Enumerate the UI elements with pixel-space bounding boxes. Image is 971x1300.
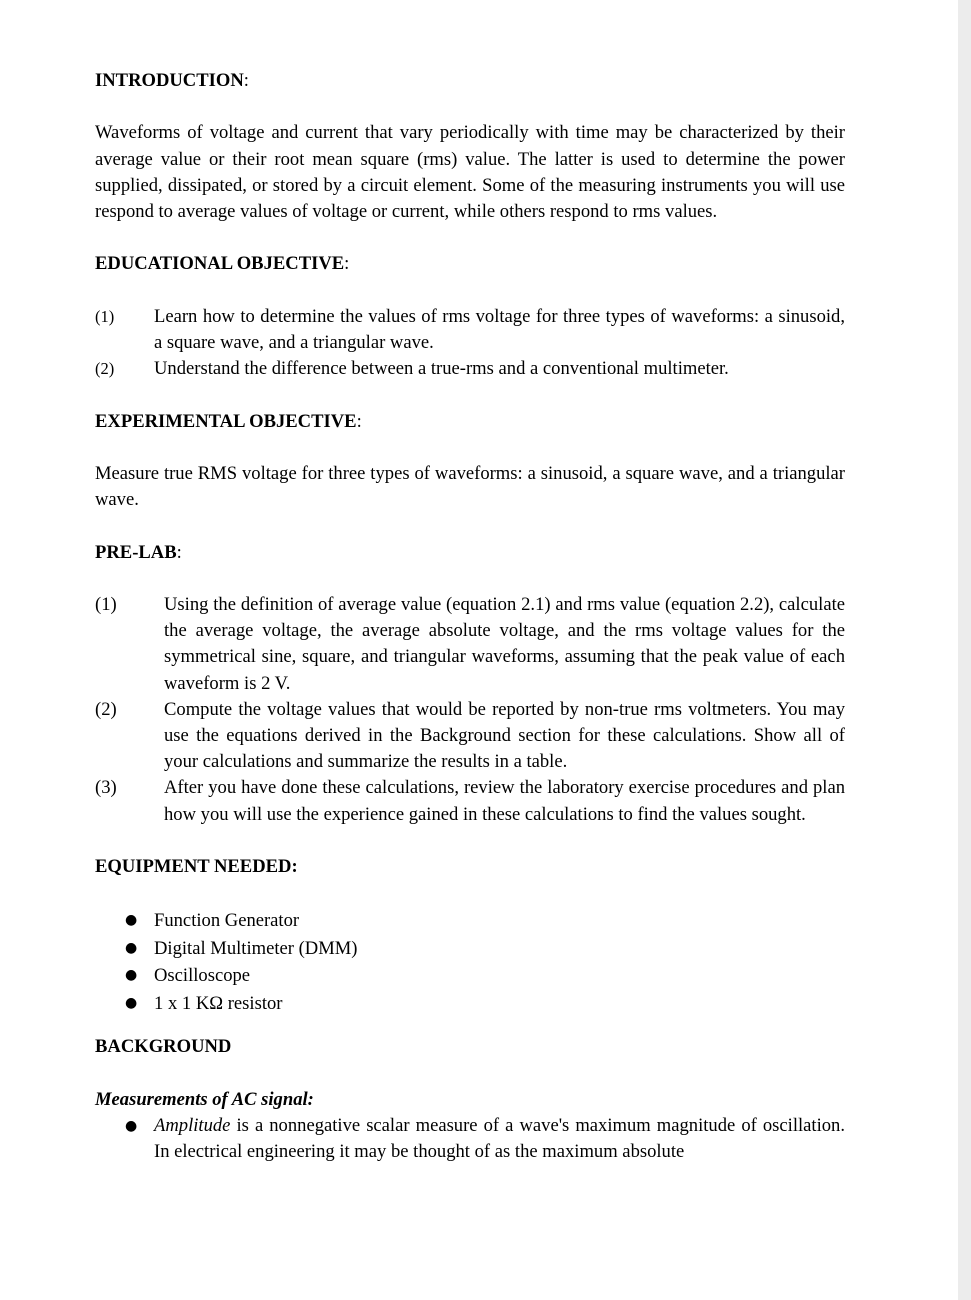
bullet-icon: ● [125,912,138,929]
bullet-icon: ● [125,994,138,1011]
list-item: ● Amplitude is a nonnegative scalar measure of a wave's maximum magnitude of oscillation. In electrical engineering it may be thought of as the maximum absolute [125,1114,845,1163]
list-item: ● Digital Multimeter (DMM) [95,935,845,963]
experimental-objective-text: Measure true RMS voltage for three types of waveforms: a sinusoid, a square wave, and a triangular wave. [95,462,845,511]
list-item: ● Oscilloscope [95,962,845,990]
list-item: (3) After you have done these calculations, review the laboratory exercise procedures and plan how you will use the experience gained in these calculations to find the values sought. [95,777,845,825]
background-heading: BACKGROUND [95,1035,232,1057]
list-item: ● Function Generator [95,907,845,935]
educational-objective-heading: EDUCATIONAL OBJECTIVE: [95,253,350,275]
prelab-heading: PRE-LAB: [95,541,182,563]
list-item: ● 1 x 1 KΩ resistor [95,990,845,1018]
introduction-heading: INTRODUCTION: [95,70,249,91]
equipment-list [95,907,845,1017]
bullet-icon: ● [125,967,138,984]
educational-objective-list [95,304,845,383]
prelab-list [95,592,845,828]
introduction-text: Waveforms of voltage and current that vary periodically with time may be characterized by their average value or their root mean square (rms) value. The latter is used to determine the power supplied, dissipated, or stored by a circuit element. Some of the measuring instruments you will use respond to average values of voltage or current, while others respond to rms values. [95,122,845,222]
page-edge [958,0,971,1300]
list-item: (2) Understand the difference between a true-rms and a conventional multimeter. [95,358,729,380]
background-subheading: Measurements of AC signal: [95,1088,314,1110]
document-content [95,68,845,1165]
list-item: (2) Compute the voltage values that would be reported by non-true rms voltmeters. You may use the equations derived in the Background section for these calculations. Show all of your calculations and summarize the results in a table. [95,698,845,773]
list-item: (1) Using the definition of average value (equation 2.1) and rms value (equation 2.2), calculate the average voltage, the average absolute voltage, and the rms voltage values for the symmetrical sine, square, and triangular waveforms, assuming that the peak value of each waveform is 2 V. [95,593,845,694]
bullet-icon: ● [125,1117,138,1134]
experimental-objective-heading: EXPERIMENTAL OBJECTIVE: [95,410,362,432]
amplitude-term: Amplitude [154,1114,231,1136]
equipment-heading: EQUIPMENT NEEDED: [95,855,298,877]
background-list [95,1113,845,1165]
list-item: (1) Learn how to determine the values of rms voltage for three types of waveforms: a sinusoid, a square wave, and a triangular wave. [95,305,845,353]
bullet-icon: ● [125,939,138,956]
